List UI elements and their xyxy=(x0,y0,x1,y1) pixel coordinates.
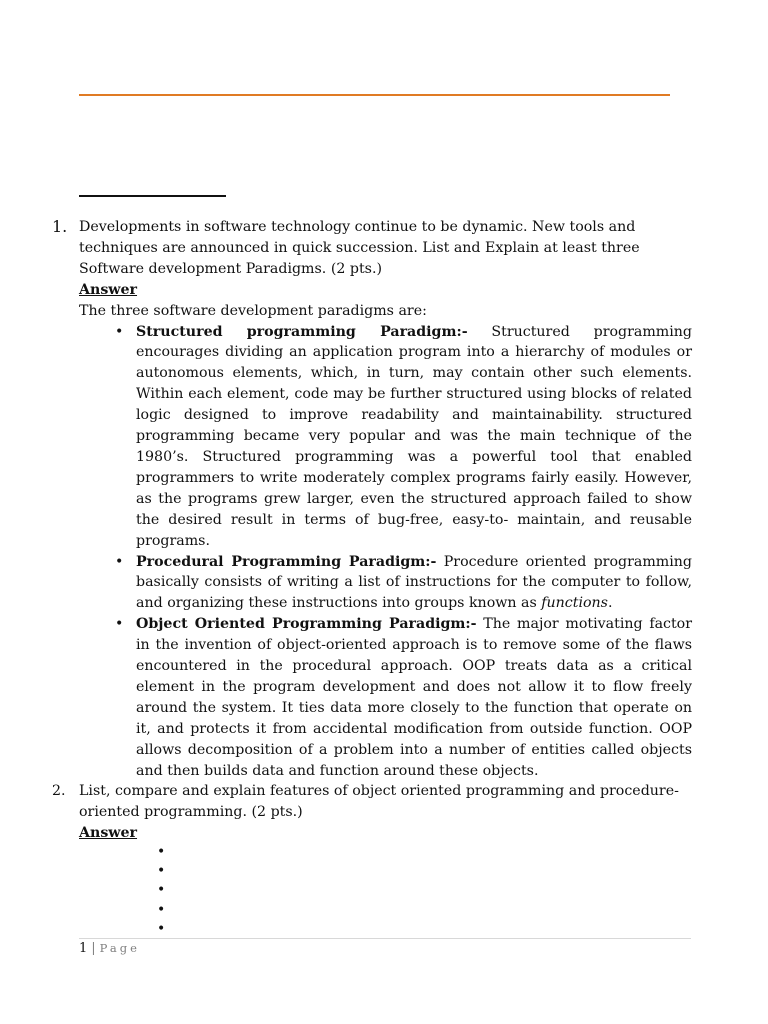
bullet-icon: • xyxy=(157,863,166,880)
document-body xyxy=(52,217,692,844)
bullet-icon: • xyxy=(115,616,124,633)
page-label: Page xyxy=(99,941,140,955)
footer-rule xyxy=(79,938,691,939)
bullet-icon: • xyxy=(115,323,124,340)
page-number: 1 xyxy=(79,941,88,956)
question-1 xyxy=(52,217,692,322)
empty-answer-list xyxy=(157,843,165,939)
footer-separator: | xyxy=(91,941,96,956)
paradigm-title: Object Oriented Programming Paradigm:- xyxy=(136,616,477,633)
bullet-icon: • xyxy=(157,844,166,860)
paradigm-title: Structured programming Paradigm:- xyxy=(136,323,468,340)
answer-label: Answer xyxy=(79,281,138,298)
paradigm-description-end: . xyxy=(607,595,613,612)
emphasis-text: functions xyxy=(541,595,608,612)
list-item xyxy=(115,614,692,781)
answer-label: Answer xyxy=(79,825,138,842)
paradigm-description: Structured programming encourages dividing an application program into a hierarchy of modules or autonomous elements, which, in turn, may contain other such elements. Within each element, code may be further structured using blocks of related logic designed to improve readability and maintainability. structured programming became very popular and was the main technique of the 1980’s. Structured programming was a powerful tool that enabled programmers to write moderately complex programs fairly easily. However, as the programs grew larger, even the structured approach failed to show the desired result in terms of bug-free, easy-to- maintain, and reusable programs. xyxy=(136,323,692,549)
bullet-icon: • xyxy=(157,920,166,937)
header-rule xyxy=(79,94,670,96)
paradigm-list xyxy=(52,322,692,782)
question-2 xyxy=(52,781,692,844)
question-number: 2. xyxy=(52,783,66,800)
list-item xyxy=(115,322,692,552)
list-item xyxy=(115,552,692,615)
question-text: Developments in software technology continue to be dynamic. New tools and techniques are announced in quick succession. List and Explain at least three Software development Paradigms. (2 pts.) xyxy=(79,219,640,277)
page-footer xyxy=(79,941,140,956)
question-text: List, compare and explain features of object oriented programming and procedure-oriented programming. (2 pts.) xyxy=(79,783,679,821)
answer-intro: The three software development paradigms are: xyxy=(79,302,427,319)
paradigm-description: Procedure oriented programming basically consists of writing a list of instructions for the computer to follow, and organizing these instructions into groups known as xyxy=(136,553,692,612)
paradigm-title: Procedural Programming Paradigm:- xyxy=(136,553,437,570)
title-underline xyxy=(79,195,226,197)
paradigm-description: The major motivating factor in the invention of object-oriented approach is to remove some of the flaws encountered in the procedural approach. OOP treats data as a critical element in the program development and does not allow it to flow freely around the system. It ties data more closely to the function that operate on it, and protects it from accidental modification from outside function. OOP allows decomposition of a problem into a number of entities called objects and then builds data and function around these objects. xyxy=(136,616,692,779)
bullet-icon: • xyxy=(115,553,124,570)
question-number: 1. xyxy=(52,217,68,236)
bullet-icon: • xyxy=(157,901,166,918)
bullet-icon: • xyxy=(157,882,166,899)
